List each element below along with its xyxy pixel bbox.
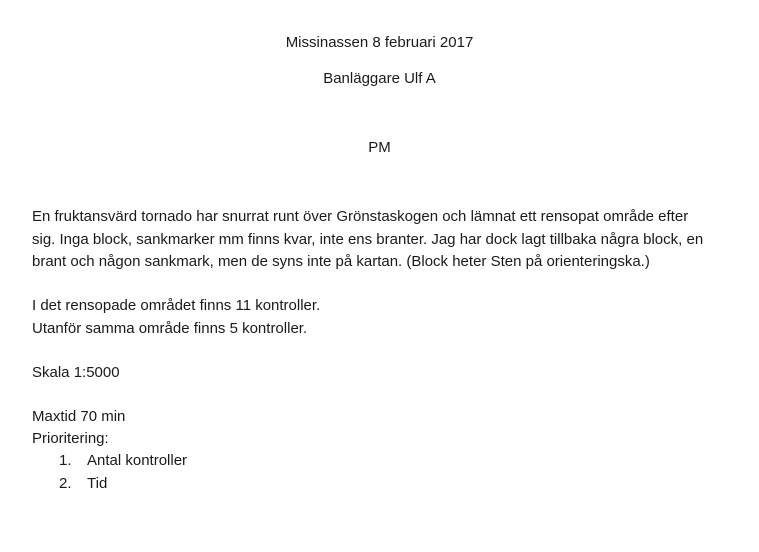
- max-time: Maxtid 70 min: [32, 408, 126, 425]
- controls-paragraph: [32, 295, 732, 340]
- document-title: Missinassen 8 februari 2017: [285, 34, 474, 51]
- map-scale: Skala 1:5000: [32, 364, 120, 381]
- list-item-number: 1.: [59, 452, 72, 469]
- priority-label: Prioritering:: [32, 430, 109, 447]
- list-item-number: 2.: [59, 474, 72, 492]
- intro-paragraph: [32, 206, 732, 274]
- intro-line: En fruktansvärd tornado har snurrat runt över Grönstaskogen och lämnat ett rensopat område efter: [32, 208, 689, 225]
- section-heading: PM: [368, 139, 391, 156]
- controls-outside: Utanför samma område finns 5 kontroller.: [32, 319, 308, 337]
- list-item-text: Antal kontroller: [87, 452, 188, 469]
- intro-line: sig. Inga block, sankmarker mm finns kvar, inte ens branter. Jag har dock lagt tillbaka några block, en: [32, 230, 704, 248]
- intro-line: brant och någon sankmark, men de syns inte på kartan. (Block heter Sten på orienteringska.): [32, 253, 650, 270]
- controls-inside: I det rensopade området finns 11 kontroller.: [32, 297, 321, 314]
- list-item-text: Tid: [87, 474, 108, 492]
- course-setter: Banläggare Ulf A: [323, 70, 436, 87]
